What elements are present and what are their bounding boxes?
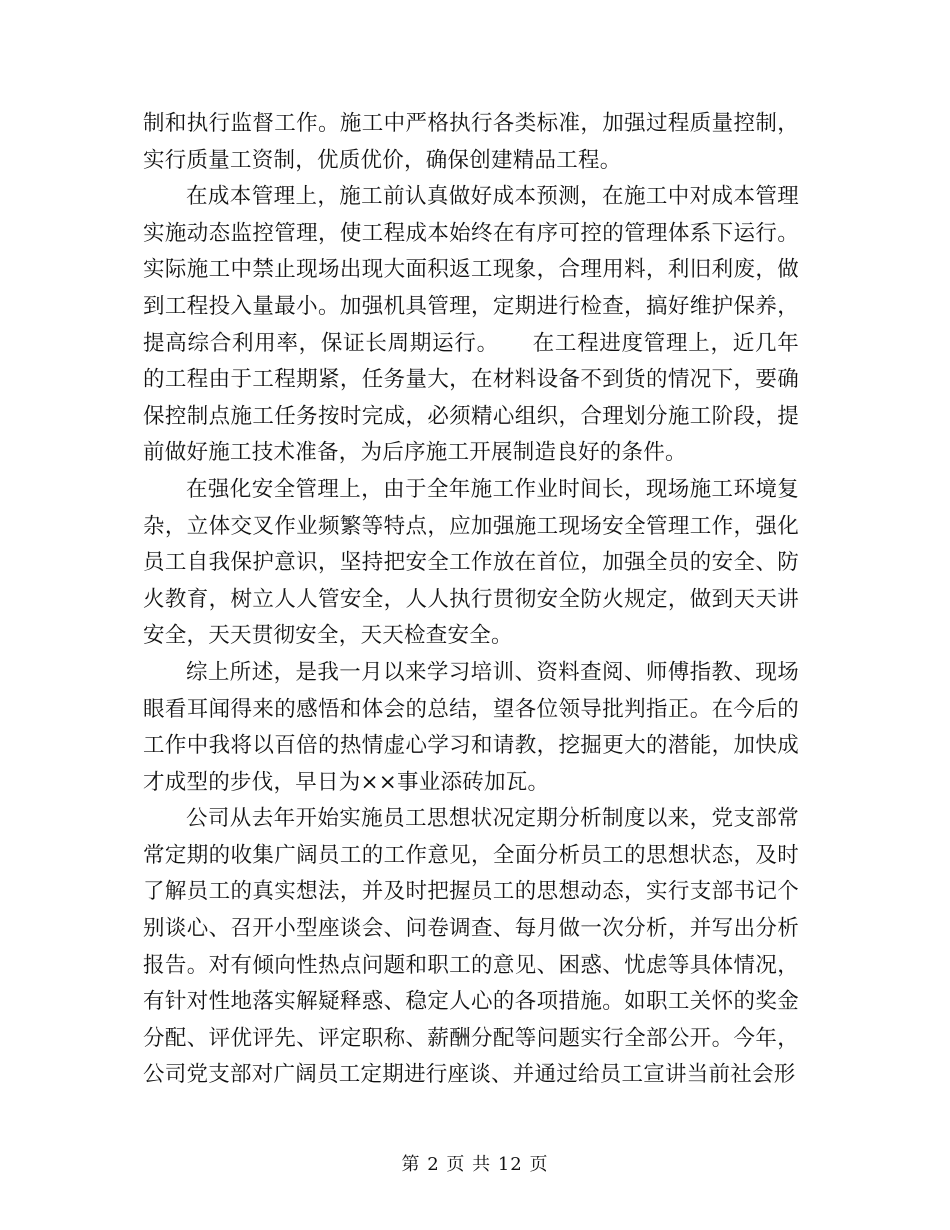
paragraph-quality-control: 制和执行监督工作。施工中严格执行各类标准，加强过程质量控制，实行质量工资制，优质优价，确保创建精品工程。 [143, 111, 799, 173]
paragraph-safety-management: 在强化安全管理上，由于全年施工作业时间长，现场施工环境复杂，立体交叉作业频繁等特点，应加强施工现场安全管理工作，强化员工自我保护意识，坚持把安全工作放在首位，加强全员的安全、防火教育，树立人人管安全，人人执行贯彻安全防火规定，做到天天讲安全，天天贯彻安全，天天检查安全。 [143, 476, 799, 649]
paragraph-cost-and-schedule-management: 在成本管理上，施工前认真做好成本预测，在施工中对成本管理实施动态监控管理，使工程成本始终在有序可控的管理体系下运行。实际施工中禁止现场出现大面积返工现象，合理用料，利旧利废，做到工程投入量最小。加强机具管理，定期进行检查，搞好维护保养，提高综合利用率，保证长周期运行。 在工程进度管理上，近几年的工程由于工程期紧，任务量大，在材料设备不到货的情况下，要确保控制点施工任务按时完成，必须精心组织，合理划分施工阶段，提前做好施工技术准备，为后序施工开展制造良好的条件。 [143, 184, 799, 466]
document-body [143, 106, 799, 1094]
paragraph-employee-thought-analysis: 公司从去年开始实施员工思想状况定期分析制度以来，党支部常常定期的收集广阔员工的工作意见，全面分析员工的思想状态，及时了解员工的真实想法，并及时把握员工的思想动态，实行支部书记个别谈心、召开小型座谈会、问卷调查、每月做一次分析，并写出分析报告。对有倾向性热点问题和职工的意见、困惑、忧虑等具体情况，有针对性地落实解疑释惑、稳定人心的各项措施。如职工关怀的奖金分配、评优评先、评定职称、薪酬分配等问题实行全部公开。今年，公司党支部对广阔员工定期进行座谈、并通过给员工宣讲当前社会形 [143, 806, 799, 1088]
paragraph-summary: 综上所述，是我一月以来学习培训、资料查阅、师傅指教、现场眼看耳闻得来的感悟和体会的总结，望各位领导批判指正。在今后的工作中我将以百倍的热情虚心学习和请教，挖掘更大的潜能，加快成才成型的步伐，早日为××事业添砖加瓦。 [143, 659, 799, 795]
page-number-footer: 第 2 页 共 12 页 [401, 1154, 549, 1175]
